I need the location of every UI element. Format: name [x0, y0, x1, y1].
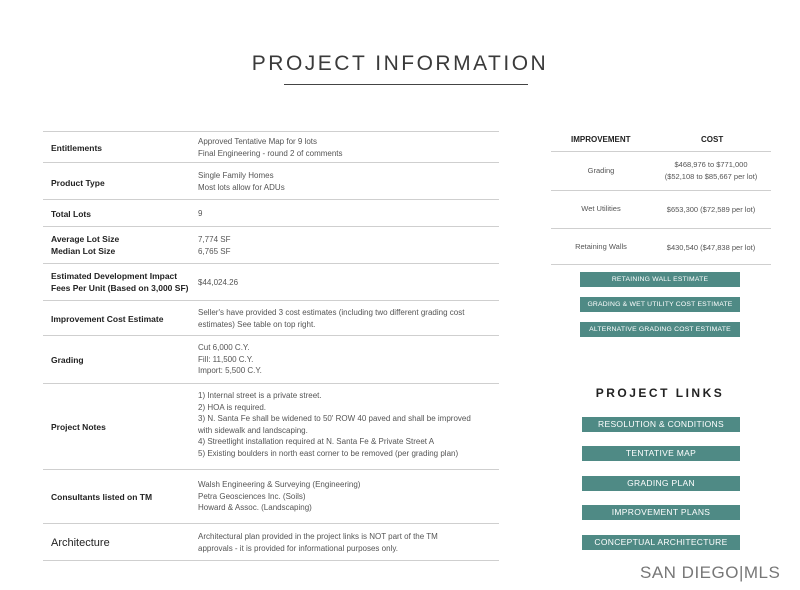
- info-value: 9: [198, 209, 203, 218]
- info-row-project-notes: [43, 384, 499, 470]
- info-value: Walsh Engineering & Surveying (Engineering) Petra Geosciences Inc. (Soils) Howard & Assoc. (Landscaping): [198, 480, 361, 512]
- info-row-product-type: [43, 163, 499, 200]
- info-label: Architecture: [51, 537, 110, 549]
- san-diego-mls-logo: SAN DIEGO|MLS: [640, 563, 781, 582]
- info-row-entitlements: [43, 131, 499, 163]
- info-row-consultants: [43, 470, 499, 524]
- cost-cell: $468,976 to $771,000 ($52,108 to $85,667 per lot): [664, 160, 758, 181]
- cost-table-header: [551, 131, 771, 152]
- conceptual-architecture-link[interactable]: CONCEPTUAL ARCHITECTURE: [582, 535, 740, 550]
- info-row-impact-fees: [43, 264, 499, 301]
- info-label: Consultants listed on TM: [51, 492, 153, 502]
- cost-row-retaining-walls: [551, 229, 771, 265]
- cost-table: [551, 131, 771, 265]
- project-links-title: PROJECT LINKS: [595, 386, 725, 400]
- improvement-header: IMPROVEMENT: [571, 135, 631, 144]
- info-value: $44,024.26: [198, 278, 239, 287]
- info-value: Architectural plan provided in the project links is NOT part of the TM approvals - it is provided for informational purposes only.: [198, 532, 438, 553]
- info-label: Improvement Cost Estimate: [51, 314, 164, 324]
- resolution-conditions-link[interactable]: RESOLUTION & CONDITIONS: [582, 417, 740, 432]
- improvement-cell: Retaining Walls: [575, 242, 627, 251]
- info-label: Entitlements: [51, 143, 103, 153]
- tentative-map-link[interactable]: TENTATIVE MAP: [582, 446, 740, 461]
- info-value: 7,774 SF 6,765 SF: [198, 235, 231, 256]
- info-label: Total Lots: [51, 209, 91, 219]
- cost-cell: $430,540 ($47,838 per lot): [666, 243, 756, 252]
- info-row-cost-estimate: [43, 301, 499, 336]
- info-value: Approved Tentative Map for 9 lots Final Engineering - round 2 of comments: [198, 137, 343, 158]
- improvement-cell: Grading: [587, 166, 615, 175]
- cost-cell: $653,300 ($72,589 per lot): [666, 205, 756, 214]
- info-row-total-lots: [43, 200, 499, 227]
- info-value: Cut 6,000 C.Y. Fill: 11,500 C.Y. Import: 5,500 C.Y.: [198, 343, 262, 375]
- info-label: Product Type: [51, 178, 105, 188]
- grading-plan-link[interactable]: GRADING PLAN: [582, 476, 740, 491]
- grading-wet-utility-estimate-button[interactable]: GRADING & WET UTILITY COST ESTIMATE: [580, 297, 740, 312]
- project-info-table: [43, 131, 499, 561]
- title-underline: [284, 84, 528, 85]
- improvement-cell: Wet Utilities: [581, 204, 621, 213]
- info-label: Project Notes: [51, 422, 106, 432]
- info-label: Average Lot Size Median Lot Size: [51, 234, 120, 256]
- cost-header: COST: [701, 135, 724, 144]
- improvement-plans-link[interactable]: IMPROVEMENT PLANS: [582, 505, 740, 520]
- info-row-grading: [43, 336, 499, 384]
- info-value: Single Family Homes Most lots allow for ADUs: [198, 171, 285, 192]
- info-value: 1) Internal street is a private street. 2) HOA is required. 3) N. Santa Fe shall be widened to 50' ROW 40 paved and shall be improved with sidewalk and landscaping. 4) Streetlight installation required at N. Santa Fe & Private Street A 5) Existing boulders in north east corner to be removed (per grading plan): [198, 391, 471, 458]
- cost-row-grading: [551, 152, 771, 191]
- info-label: Estimated Development Impact Fees Per Unit (Based on 3,000 SF): [51, 271, 189, 293]
- info-value: Seller's have provided 3 cost estimates (including two different grading cost estimates) See table on top right.: [198, 308, 465, 329]
- retaining-wall-estimate-button[interactable]: RETAINING WALL ESTIMATE: [580, 272, 740, 287]
- page-title: PROJECT INFORMATION: [251, 52, 549, 75]
- alternative-grading-estimate-button[interactable]: ALTERNATIVE GRADING COST ESTIMATE: [580, 322, 740, 337]
- info-row-lot-size: [43, 227, 499, 264]
- info-row-architecture: [43, 524, 499, 561]
- cost-row-wet-utilities: [551, 191, 771, 229]
- info-label: Grading: [51, 355, 84, 365]
